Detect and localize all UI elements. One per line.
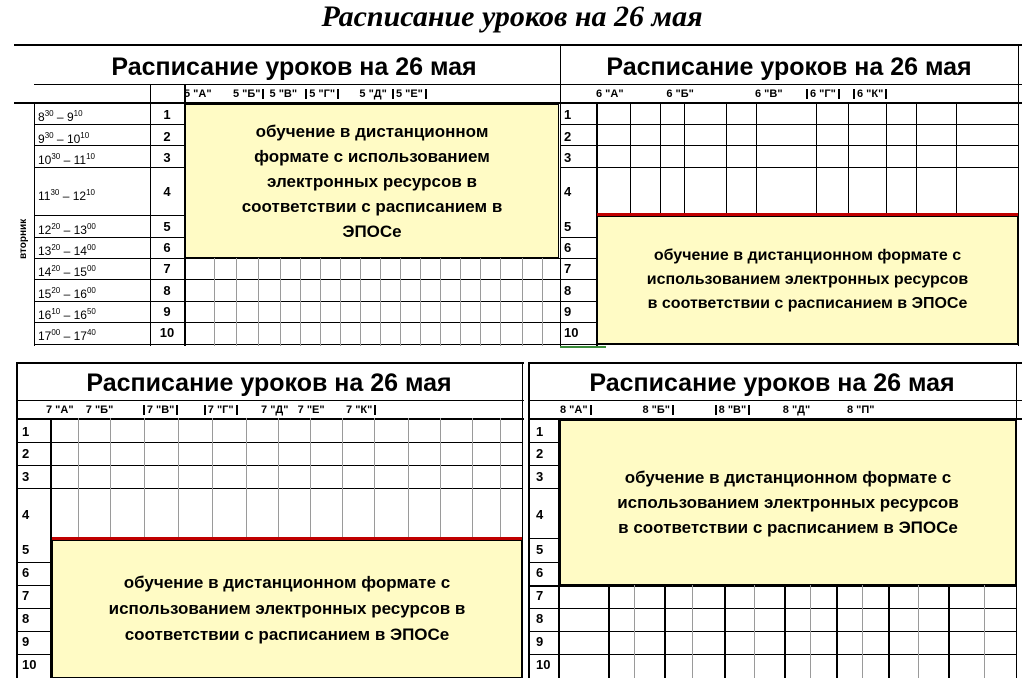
remote-learning-note: обучение в дистанционном формате с использованием электронных ресурсов в соответствии с расписанием в ЭПОСе <box>52 540 522 678</box>
schedule-panel-grade7: Расписание уроков на 26 мая 7 "А" 7 "Б" 7 "В" 7 "Г" 7 "Д" 7 "Е" 7 "К" 1 2 3 4 5 6 7 8 9 10 обучение в дистанционном формате с использованием электронных ресурсов в соответствии с расписанием в ЭПОСе <box>16 362 524 678</box>
schedule-panel-grade6: Расписание уроков на 26 мая 6 "А" 6 "Б" 6 "В" 6 "Г" 6 "К" 1 2 3 4 5 6 7 8 9 10 обучение в дистанционном формате с использованием электронных ресурсов в соответствии с расписанием в ЭПОСе <box>560 44 1022 346</box>
lesson-time: $16^{10} - 16^{50}$ <box>38 307 96 322</box>
remote-learning-note: обучение в дистанционном формате с использованием электронных ресурсов в соответствии с расписанием в ЭПОСе <box>185 104 559 258</box>
panel-title: Расписание уроков на 26 мая <box>606 53 972 81</box>
lesson-time: $8^{30} - 9^{10}$ <box>38 109 83 124</box>
class-header-row: 7 "А" 7 "Б" 7 "В" 7 "Г" 7 "Д" 7 "Е" 7 "К" <box>46 404 378 416</box>
lesson-time: $15^{20} - 16^{00}$ <box>38 286 96 301</box>
lesson-time: $14^{20} - 15^{00}$ <box>38 264 96 279</box>
remote-learning-note: обучение в дистанционном формате с использованием электронных ресурсов в соответствии с расписанием в ЭПОСе <box>597 216 1018 344</box>
class-header-row: 6 "А" 6 "Б" 6 "В" 6 "Г" 6 "К" <box>596 88 889 100</box>
schedule-panel-grade8: Расписание уроков на 26 мая 8 "А" 8 "Б" 8 "В" 8 "Д" 8 "П" 1 2 3 4 5 6 7 8 9 10 обучение в дистанционном формате с использованием электронных ресурсов в соответствии с расписанием в ЭПОСе <box>528 362 1022 678</box>
panel-title: Расписание уроков на 26 мая <box>86 369 452 397</box>
lesson-time: $9^{30} - 10^{10}$ <box>38 131 90 146</box>
lesson-time: $10^{30} - 11^{10}$ <box>38 152 95 167</box>
panel-title: Расписание уроков на 26 мая <box>111 53 477 81</box>
lesson-time: $17^{00} - 17^{40}$ <box>38 328 96 343</box>
schedule-panel-grade5: Расписание уроков на 26 мая 5 "А" 5 "Б" 5 "В" 5 "Г" 5 "Д" 5 "Е" вторник $8^{30} - 9^{10}$ $9^{30} - 10^{10}$ $10^{30} - 11^{10}$ $11^{30} - 12^{10}$ $12^{20} - 13^{00}$ $13^{20} - 14^{00}$ $14^{20} - 15^{00}$ $15^{20} - 16^{00}$ $16^{10} - 16^{50}$ $17^{00} - 17^{40}$ 1 2 3 4 5 6 7 8 9 10 обучение в дистанционном формате с использованием электронных ресурсов в соответствии с расписанием в ЭПОСе <box>14 44 560 346</box>
lesson-time: $13^{20} - 14^{00}$ <box>38 243 96 258</box>
class-header-row: 8 "А" 8 "Б" 8 "В" 8 "Д" 8 "П" <box>560 404 875 416</box>
panel-title: Расписание уроков на 26 мая <box>589 369 955 397</box>
lesson-time: $11^{30} - 12^{10}$ <box>38 188 95 203</box>
day-label: вторник <box>18 218 29 259</box>
remote-learning-note: обучение в дистанционном формате с использованием электронных ресурсов в соответствии с расписанием в ЭПОСе <box>560 420 1016 585</box>
class-header-row: 5 "А" 5 "Б" 5 "В" 5 "Г" 5 "Д" 5 "Е" <box>184 88 429 100</box>
page-title: Расписание уроков на 26 мая <box>321 0 703 33</box>
lesson-time: $12^{20} - 13^{00}$ <box>38 222 96 237</box>
